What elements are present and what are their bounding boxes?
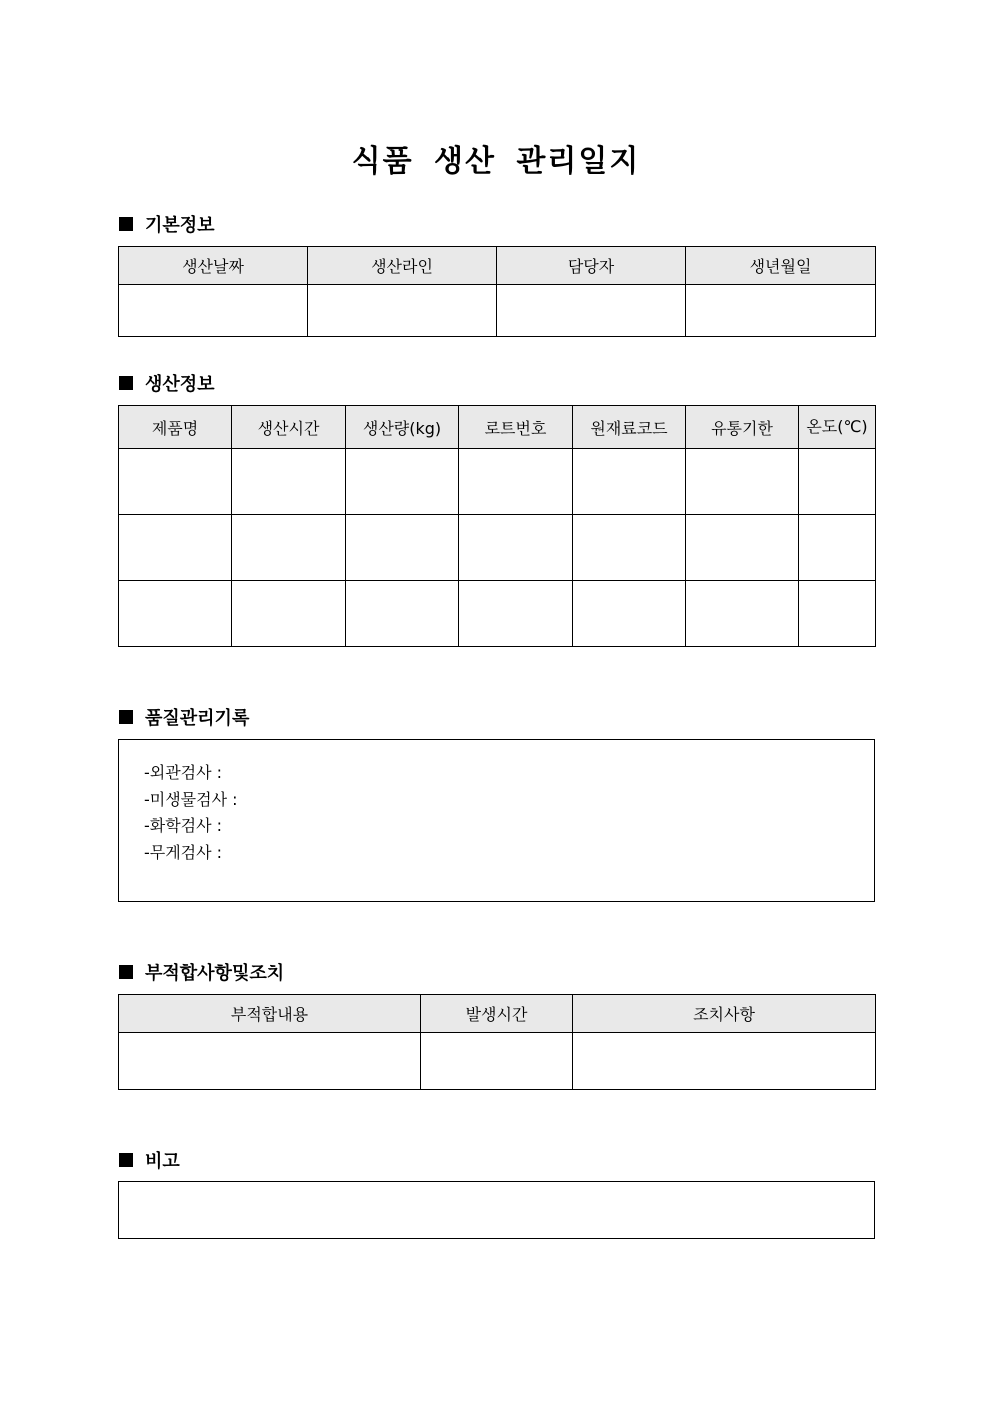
quality-control-box[interactable] bbox=[118, 739, 875, 902]
production-info-table bbox=[118, 405, 876, 647]
production-quantity-cell[interactable] bbox=[346, 449, 459, 515]
section-heading-basic-info bbox=[119, 212, 215, 236]
lot-number-cell[interactable] bbox=[459, 515, 573, 581]
action-taken-cell[interactable] bbox=[573, 1033, 876, 1090]
section-heading-remarks bbox=[119, 1148, 180, 1172]
temperature-cell[interactable] bbox=[799, 581, 876, 647]
square-bullet-icon bbox=[119, 1153, 133, 1167]
temperature-cell[interactable] bbox=[799, 515, 876, 581]
product-name-cell[interactable] bbox=[119, 581, 232, 647]
production-time-cell[interactable] bbox=[232, 449, 346, 515]
product-name-cell[interactable] bbox=[119, 515, 232, 581]
page-title: 식품 생산 관리일지 bbox=[351, 144, 641, 179]
production-quantity-cell[interactable] bbox=[346, 581, 459, 647]
nonconformity-details-cell[interactable] bbox=[119, 1033, 421, 1090]
basic-info-table bbox=[118, 246, 876, 337]
column-header-production-time: 생산시간 bbox=[232, 406, 346, 449]
microbial-test-line: -미생물검사 : bbox=[144, 789, 238, 809]
visual-inspection-line: -외관검사 : bbox=[144, 763, 223, 782]
occurrence-time-cell[interactable] bbox=[421, 1033, 573, 1090]
production-date-field[interactable] bbox=[119, 285, 308, 337]
column-header-lot-number: 로트번호 bbox=[459, 406, 573, 449]
column-header-product-name: 제품명 bbox=[119, 406, 232, 449]
production-line-field[interactable] bbox=[308, 285, 497, 337]
column-header-production-line: 생산라인 bbox=[308, 247, 497, 285]
raw-material-code-cell[interactable] bbox=[573, 449, 686, 515]
raw-material-code-cell[interactable] bbox=[573, 515, 686, 581]
column-header-production-quantity: 생산량(kg) bbox=[346, 406, 459, 449]
table-row bbox=[119, 581, 876, 647]
remarks-box[interactable] bbox=[118, 1181, 875, 1239]
lot-number-cell[interactable] bbox=[459, 581, 573, 647]
section-heading-label: 비고 bbox=[145, 1151, 180, 1172]
section-heading-label: 기본정보 bbox=[145, 215, 215, 236]
weight-test-line: -무게검사 : bbox=[144, 842, 223, 862]
production-time-cell[interactable] bbox=[232, 581, 346, 647]
square-bullet-icon bbox=[119, 376, 133, 390]
production-quantity-cell[interactable] bbox=[346, 515, 459, 581]
person-in-charge-field[interactable] bbox=[497, 285, 686, 337]
temperature-cell[interactable] bbox=[799, 449, 876, 515]
chemical-test-line: -화학검사 : bbox=[144, 816, 223, 835]
expiration-date-cell[interactable] bbox=[686, 581, 799, 647]
square-bullet-icon bbox=[119, 710, 133, 724]
column-header-person-in-charge: 담당자 bbox=[497, 247, 686, 285]
column-header-expiration-date: 유통기한 bbox=[686, 406, 799, 449]
section-heading-label: 부적합사항및조치 bbox=[145, 963, 285, 984]
expiration-date-cell[interactable] bbox=[686, 515, 799, 581]
section-heading-label: 품질관리기록 bbox=[145, 708, 250, 729]
table-row bbox=[119, 515, 876, 581]
column-header-nonconformity-details: 부적합내용 bbox=[119, 995, 421, 1033]
section-heading-label: 생산정보 bbox=[145, 374, 215, 395]
section-heading-quality-control bbox=[119, 705, 249, 729]
column-header-raw-material-code: 원재료코드 bbox=[573, 406, 686, 449]
expiration-date-cell[interactable] bbox=[686, 449, 799, 515]
nonconformity-table bbox=[118, 994, 876, 1090]
lot-number-cell[interactable] bbox=[459, 449, 573, 515]
column-header-birth-date: 생년월일 bbox=[686, 247, 876, 285]
section-heading-nonconformity bbox=[119, 960, 284, 984]
raw-material-code-cell[interactable] bbox=[573, 581, 686, 647]
product-name-cell[interactable] bbox=[119, 449, 232, 515]
column-header-action-taken: 조치사항 bbox=[573, 995, 876, 1033]
section-heading-production-info bbox=[119, 371, 215, 395]
column-header-production-date: 생산날짜 bbox=[119, 247, 308, 285]
square-bullet-icon bbox=[119, 217, 133, 231]
table-row bbox=[119, 449, 876, 515]
birth-date-field[interactable] bbox=[686, 285, 876, 337]
column-header-temperature: 온도(℃) bbox=[799, 406, 876, 449]
production-time-cell[interactable] bbox=[232, 515, 346, 581]
square-bullet-icon bbox=[119, 965, 133, 979]
column-header-occurrence-time: 발생시간 bbox=[421, 995, 573, 1033]
